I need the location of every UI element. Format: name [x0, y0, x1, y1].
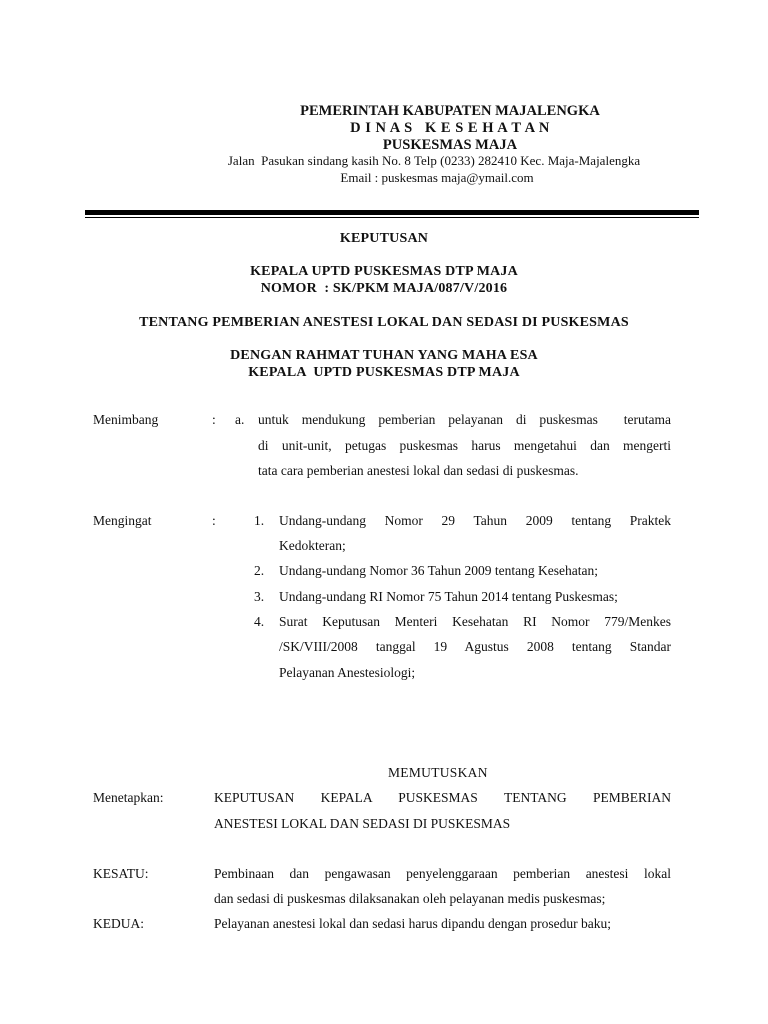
menimbang-line: di unit-unit, petugas puskesmas harus mengetahui dan mengerti: [258, 438, 671, 453]
mengingat-colon: :: [212, 513, 216, 528]
mengingat-item-line: Pelayanan Anestesiologi;: [279, 665, 416, 680]
menimbang-line: untuk mendukung pemberian pelayanan di puskesmas terutama: [258, 412, 671, 427]
menetapkan-line: KEPUTUSAN KEPALA PUSKESMAS TENTANG PEMBERIAN: [214, 790, 671, 805]
menimbang-marker: a.: [235, 412, 245, 427]
mengingat-item-line: Undang-undang Nomor 29 Tahun 2009 tentang Praktek: [279, 513, 671, 528]
decree-issuer-repeat: KEPALA UPTD PUSKESMAS DTP MAJA: [248, 365, 520, 380]
mengingat-item-line: /SK/VIII/2008 tanggal 19 Agustus 2008 tentang Standar: [279, 639, 671, 654]
menetapkan-label: Menetapkan:: [93, 790, 164, 805]
menimbang-label: Menimbang: [93, 412, 159, 427]
kedua-line: Pelayanan anestesi lokal dan sedasi harus dipandu dengan prosedur baku;: [214, 916, 612, 931]
kesatu-line: dan sedasi di puskesmas dilaksanakan oleh pelayanan medis puskesmas;: [214, 891, 606, 906]
mengingat-item-number: 4.: [254, 614, 265, 629]
mengingat-label: Mengingat: [93, 513, 152, 528]
kedua-label: KEDUA:: [93, 916, 144, 931]
decree-issuer: KEPALA UPTD PUSKESMAS DTP MAJA: [250, 264, 518, 279]
letterhead-rule-thin: [85, 217, 699, 218]
mengingat-item-line: Undang-undang Nomor 36 Tahun 2009 tentang Kesehatan;: [279, 563, 598, 578]
mengingat-item-line: Surat Keputusan Menteri Kesehatan RI Nomor 779/Menkes: [279, 614, 671, 629]
menimbang-line: tata cara pemberian anestesi lokal dan sedasi di puskesmas.: [258, 463, 579, 478]
letterhead-department: D I N A S K E S E H A T A N: [350, 120, 550, 136]
decree-number: NOMOR : SK/PKM MAJA/087/V/2016: [260, 281, 508, 296]
letterhead-email: Email : puskesmas maja@ymail.com: [340, 170, 534, 185]
mengingat-item-number: 2.: [254, 563, 265, 578]
menetapkan-line: ANESTESI LOKAL DAN SEDASI DI PUSKESMAS: [214, 816, 511, 831]
decree-heading: KEPUTUSAN: [339, 231, 429, 246]
decree-subject: TENTANG PEMBERIAN ANESTESI LOKAL DAN SEDASI DI PUSKESMAS: [139, 315, 629, 330]
letterhead-address: Jalan Pasukan sindang kasih No. 8 Telp (0233) 282410 Kec. Maja-Majalengka: [227, 153, 641, 168]
mengingat-item-line: Kedokteran;: [279, 538, 346, 553]
letterhead-puskesmas: PUSKESMAS MAJA: [382, 137, 518, 153]
kesatu-label: KESATU:: [93, 866, 149, 881]
mengingat-item-line: Undang-undang RI Nomor 75 Tahun 2014 tentang Puskesmas;: [279, 589, 618, 604]
menimbang-colon: :: [212, 412, 216, 427]
memutuskan-heading: MEMUTUSKAN: [388, 765, 488, 780]
mengingat-item-number: 1.: [254, 513, 265, 528]
letterhead-government: PEMERINTAH KABUPATEN MAJALENGKA: [300, 103, 600, 119]
kesatu-line: Pembinaan dan pengawasan penyelenggaraan pemberian anestesi lokal: [214, 866, 671, 881]
decree-blessing: DENGAN RAHMAT TUHAN YANG MAHA ESA: [230, 348, 538, 363]
letterhead-rule-thick: [85, 210, 699, 215]
mengingat-item-number: 3.: [254, 589, 265, 604]
